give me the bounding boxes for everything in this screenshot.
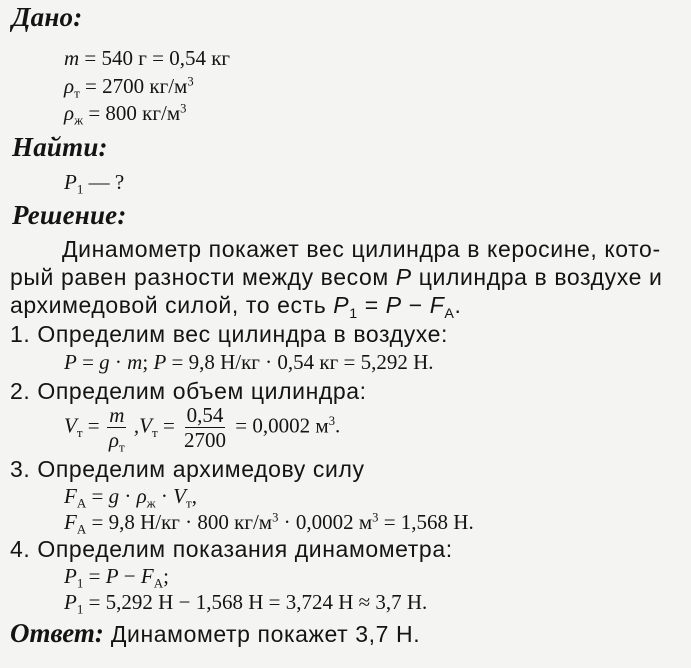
operator: = bbox=[83, 564, 106, 588]
step3-title: 3. Определим архимедову силу bbox=[10, 456, 365, 482]
symbol-p: P bbox=[64, 170, 77, 194]
operator: − bbox=[118, 564, 141, 588]
given-mass bbox=[64, 46, 230, 71]
symbol-p: P bbox=[64, 350, 77, 374]
step3-calc: · 0,0002 м bbox=[278, 510, 373, 534]
symbol-m: m bbox=[127, 350, 143, 374]
symbol-p: P bbox=[64, 590, 77, 614]
subscript: 1 bbox=[349, 305, 358, 322]
step3-result: = 1,568 Н. bbox=[378, 510, 474, 534]
subscript: т bbox=[74, 85, 80, 101]
given-density-liquid bbox=[64, 101, 186, 126]
density-body-value: = 2700 кг/м bbox=[79, 74, 188, 98]
step4-title: 4. Определим показания динамометра: bbox=[10, 536, 453, 562]
step1-result: = 9,8 Н/кг · 0,54 кг = 5,292 Н. bbox=[166, 350, 434, 374]
punct: ; bbox=[163, 564, 169, 588]
fraction-denominator: 2700 bbox=[184, 428, 227, 453]
find-value bbox=[64, 170, 124, 195]
answer-label: Ответ: bbox=[10, 618, 104, 648]
symbol-g: g bbox=[99, 350, 110, 374]
superscript: 3 bbox=[328, 413, 335, 428]
symbol-p: P bbox=[105, 564, 119, 588]
operator: = bbox=[357, 292, 386, 318]
intro-line-3 bbox=[10, 292, 462, 322]
subscript: 1 bbox=[76, 181, 84, 197]
answer bbox=[10, 618, 420, 649]
subscript: A bbox=[76, 521, 87, 537]
symbol-v: V bbox=[173, 484, 186, 508]
punct: , bbox=[128, 413, 140, 438]
punct: ; bbox=[142, 350, 154, 374]
step2-formula bbox=[64, 403, 341, 455]
operator: · bbox=[155, 484, 174, 508]
symbol-rho: ρ bbox=[64, 74, 75, 98]
symbol-p: P bbox=[64, 564, 77, 588]
intro-text: цилиндра в воздухе и bbox=[411, 264, 663, 290]
subscript: т bbox=[152, 424, 158, 440]
superscript: 3 bbox=[180, 101, 187, 116]
given-heading: Дано: bbox=[12, 2, 83, 32]
symbol-p: P bbox=[153, 350, 167, 374]
symbol-p: P bbox=[395, 264, 412, 290]
subscript: A bbox=[76, 495, 87, 511]
subscript: 1 bbox=[76, 575, 84, 591]
fraction-denominator: ρ bbox=[108, 428, 119, 453]
superscript: 3 bbox=[372, 510, 379, 525]
intro-line-1: Динамометр покажет вес цилиндра в керосине, кото- bbox=[62, 236, 661, 262]
fraction-m-over-rho bbox=[107, 403, 127, 455]
intro-text: рый равен разности между весом bbox=[10, 264, 396, 290]
step2-result: = 0,0002 м bbox=[230, 413, 329, 438]
subscript: 1 bbox=[76, 601, 84, 617]
operator: · bbox=[119, 484, 137, 508]
fraction-numerator: m bbox=[109, 403, 125, 427]
symbol-m: m bbox=[64, 46, 80, 70]
symbol-f: F bbox=[64, 484, 77, 508]
step2-title: 2. Определим объем цилиндра: bbox=[10, 378, 367, 404]
symbol-v: V bbox=[139, 413, 152, 438]
density-liquid-value: = 800 кг/м bbox=[83, 101, 181, 125]
subscript: ж bbox=[146, 495, 156, 511]
symbol-rho: ρ bbox=[64, 101, 75, 125]
subscript: ж bbox=[74, 112, 84, 128]
punct: . bbox=[454, 292, 462, 318]
superscript: 3 bbox=[187, 74, 194, 89]
step4-formula-line2 bbox=[64, 590, 427, 615]
step1-formula bbox=[64, 350, 434, 375]
operator: · bbox=[109, 350, 128, 374]
symbol-rho: ρ bbox=[136, 484, 147, 508]
subscript: т bbox=[118, 439, 125, 455]
symbol-v: V bbox=[64, 413, 77, 438]
symbol-f: F bbox=[64, 510, 77, 534]
step4-formula-line1 bbox=[64, 564, 169, 589]
symbol-g: g bbox=[108, 484, 120, 508]
find-question: — ? bbox=[83, 170, 125, 194]
symbol-p: P bbox=[333, 292, 350, 318]
superscript: 3 bbox=[272, 510, 279, 525]
symbol-f: F bbox=[140, 564, 154, 588]
fraction-numeric bbox=[182, 404, 228, 451]
intro-line-2 bbox=[10, 264, 662, 291]
step1-title: 1. Определим вес цилиндра в воздухе: bbox=[10, 321, 449, 347]
punct: , bbox=[191, 484, 197, 508]
subscript: A bbox=[153, 575, 164, 591]
symbol-f: F bbox=[429, 292, 445, 318]
subscript: A bbox=[444, 305, 455, 322]
intro-text: архимедовой силой, то есть bbox=[10, 292, 334, 318]
operator: = bbox=[157, 413, 181, 438]
subscript: т bbox=[76, 424, 83, 440]
solution-heading: Решение: bbox=[12, 200, 127, 230]
mass-value: = 540 г = 0,54 кг bbox=[79, 46, 231, 70]
symbol-p: P bbox=[385, 292, 402, 318]
operator: = bbox=[86, 484, 109, 508]
find-heading: Найти: bbox=[12, 132, 108, 162]
subscript: т bbox=[186, 495, 192, 511]
step4-result: = 5,292 Н − 1,568 Н = 3,724 Н ≈ 3,7 Н. bbox=[83, 590, 428, 614]
operator: − bbox=[401, 292, 430, 318]
step3-calc: = 9,8 Н/кг · 800 кг/м bbox=[86, 510, 273, 534]
operator: = bbox=[76, 350, 100, 374]
fraction-numerator: 0,54 bbox=[186, 403, 224, 427]
operator: = bbox=[82, 413, 105, 438]
given-density-body bbox=[64, 74, 194, 99]
step3-formula-line2 bbox=[64, 510, 474, 535]
step3-formula-line1 bbox=[64, 484, 197, 509]
answer-text: Динамометр покажет 3,7 Н. bbox=[103, 621, 421, 647]
punct: . bbox=[334, 413, 341, 438]
